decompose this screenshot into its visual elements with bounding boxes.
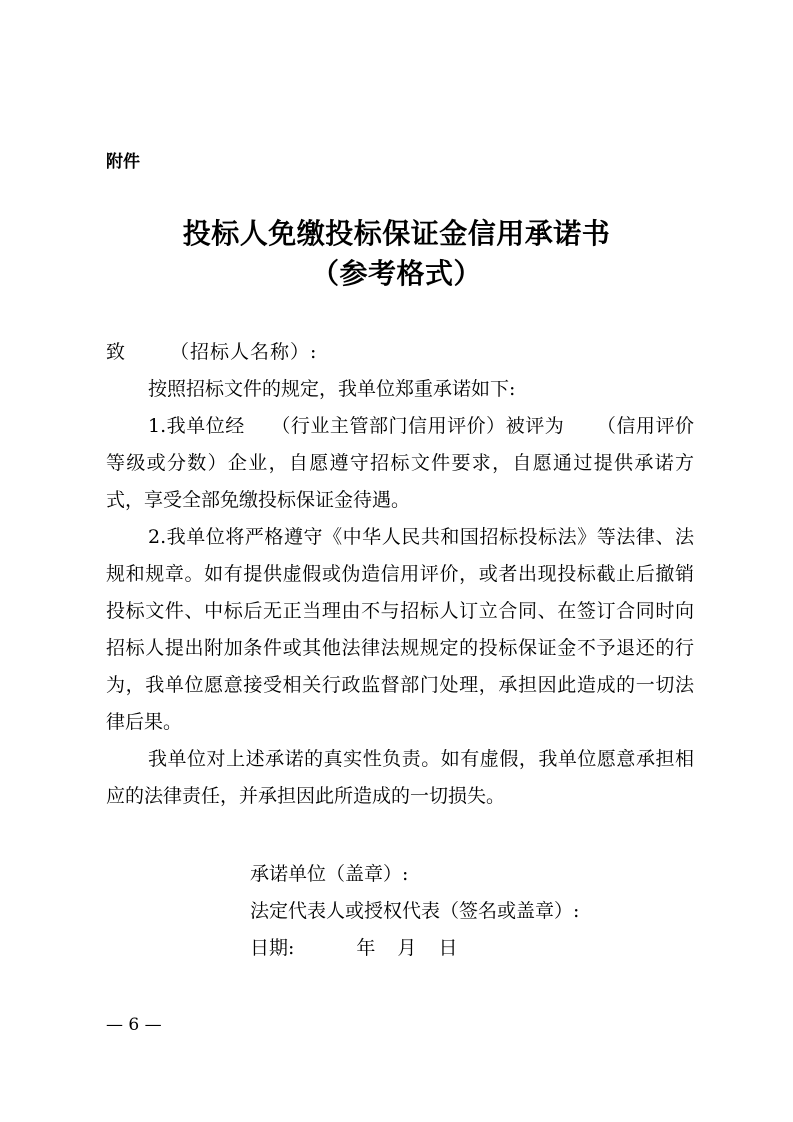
signature-date-line xyxy=(250,930,579,967)
date-year: 年 xyxy=(356,937,376,959)
item-2-paragraph: 2.我单位将严格遵守《中华人民共和国招标投标法》等法律、法规和规章。如有提供虚假或伪造信用评价，或者出现投标截止后撤销投标文件、中标后无正当理由不与招标人订立合同、在签订合同时向招标人提出附加条件或其他法律法规规定的投标保证金不予退还的行为，我单位愿意接受相关行政监督部门处理，承担因此造成的一切法律后果。 xyxy=(106,526,694,733)
item-1-part-3: （信用评价等级或分数）企业，自愿遵守招标文件要求，自愿通过提供承诺方式，享受全部免缴投标保证金待遇。 xyxy=(106,415,694,511)
document-title: 投标人免缴投标保证金信用承诺书 xyxy=(182,217,611,250)
page-number: — 6 — xyxy=(106,1015,162,1035)
addressee-line xyxy=(106,334,694,371)
intro-paragraph: 按照招标文件的规定，我单位郑重承诺如下: xyxy=(148,378,516,400)
signature-block xyxy=(250,856,579,967)
attachment-label: 附件 xyxy=(106,152,140,172)
document-body xyxy=(106,334,694,815)
document-subtitle: （参考格式） xyxy=(310,257,482,290)
signature-unit: 承诺单位（盖章）: xyxy=(250,863,409,885)
closing-paragraph: 我单位对上述承诺的真实性负责。如有虚假，我单位愿意承担相应的法律责任，并承担因此所造成的一切损失。 xyxy=(106,748,694,807)
addressee-placeholder: （招标人名称）: xyxy=(170,341,318,363)
item-1-paragraph xyxy=(106,408,694,519)
signature-representative: 法定代表人或授权代表（签名或盖章）: xyxy=(250,900,580,922)
date-label: 日期: xyxy=(250,937,295,959)
date-month: 月 xyxy=(397,937,417,959)
item-1-part-1: 1.我单位经 xyxy=(148,415,245,437)
date-day: 日 xyxy=(438,937,458,959)
addressee-prefix: 致 xyxy=(106,341,127,363)
item-1-part-2: （行业主管部门信用评价）被评为 xyxy=(270,415,565,437)
